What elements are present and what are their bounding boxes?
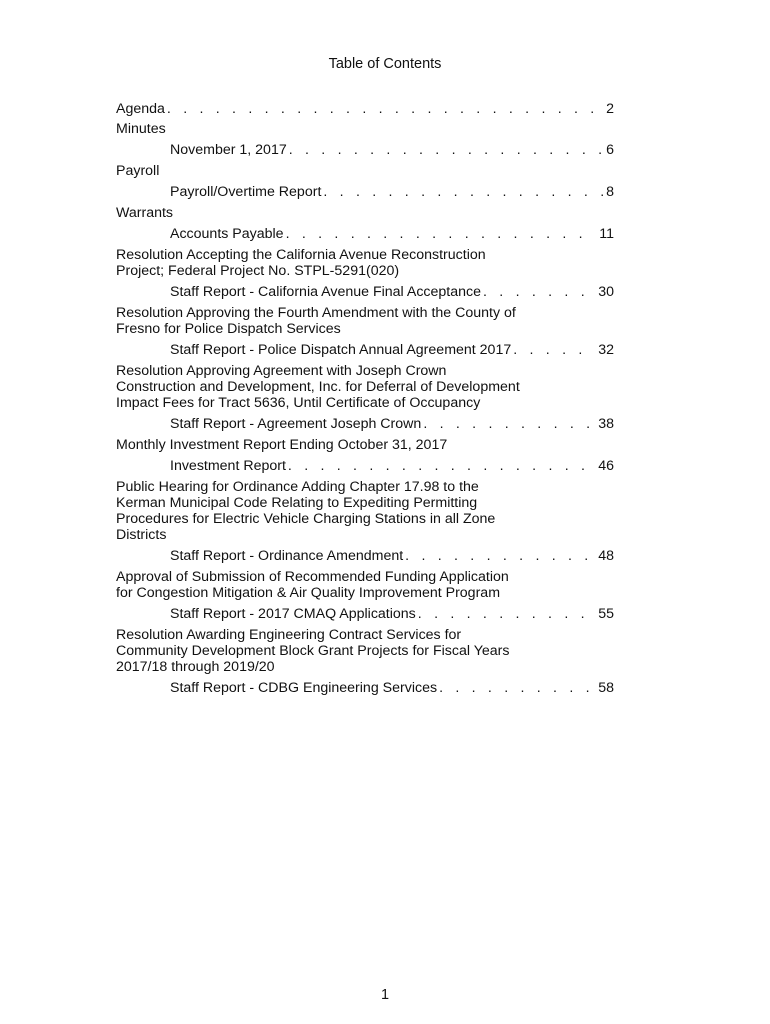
toc-entry-agenda[interactable] — [116, 101, 614, 117]
toc-section-heading-ordinance: Public Hearing for Ordinance Adding Chapter 17.98 to the Kerman Municipal Code Relating to Expediting Permitting Procedures for Electric Vehicle Charging Stations in all Zone Districts — [116, 479, 496, 543]
toc-entry-cmaq[interactable] — [116, 606, 614, 622]
toc-section-heading-warrants: Warrants — [116, 205, 174, 221]
toc-entry-label: Agenda — [116, 101, 165, 117]
toc-entry-label: Staff Report - CDBG Engineering Services — [170, 680, 438, 696]
toc-page-number: 2 — [606, 101, 614, 117]
toc-page-number: 6 — [606, 142, 614, 158]
dot-leader — [418, 606, 595, 622]
toc-entry-label: Payroll/Overtime Report — [170, 184, 322, 200]
toc-page-number: 8 — [606, 184, 614, 200]
dot-leader — [423, 416, 595, 432]
toc-entry-label: November 1, 2017 — [170, 142, 287, 158]
dot-leader — [405, 548, 595, 564]
dot-leader — [286, 226, 597, 242]
toc-section-heading-cdbg: Resolution Awarding Engineering Contract Services for Community Development Block Grant Projects for Fiscal Years 2017/18 through 2019/20 — [116, 627, 510, 675]
toc-section-heading-payroll: Payroll — [116, 163, 160, 179]
toc-entry-ordinance[interactable] — [116, 548, 614, 564]
dot-leader — [289, 142, 603, 158]
toc-section-heading-cmaq: Approval of Submission of Recommended Funding Application for Congestion Mitigation & Air Quality Improvement Program — [116, 569, 509, 601]
toc-entry-police-dispatch[interactable] — [116, 342, 614, 358]
toc-section-heading-investment: Monthly Investment Report Ending October 31, 2017 — [116, 437, 448, 453]
page-number-footer: 1 — [380, 987, 390, 1003]
toc-entry-minutes[interactable] — [116, 142, 614, 158]
dot-leader — [483, 284, 595, 300]
toc-page-number: 48 — [598, 548, 614, 564]
dot-leader — [323, 184, 603, 200]
toc-entry-california-avenue[interactable] — [116, 284, 614, 300]
toc-page-number: 46 — [598, 458, 614, 474]
toc-entry-label: Staff Report - Agreement Joseph Crown — [170, 416, 422, 432]
dot-leader — [288, 458, 595, 474]
toc-entry-label: Staff Report - California Avenue Final Acceptance — [170, 284, 481, 300]
toc-entry-label: Staff Report - 2017 CMAQ Applications — [170, 606, 416, 622]
table-of-contents — [116, 97, 614, 701]
toc-entry-label: Staff Report - Police Dispatch Annual Agreement 2017 — [170, 342, 512, 358]
dot-leader — [167, 101, 603, 117]
toc-entry-label: Investment Report — [170, 458, 286, 474]
toc-page-number: 58 — [598, 680, 614, 696]
toc-page-number: 11 — [599, 226, 614, 242]
toc-entry-payroll[interactable] — [116, 184, 614, 200]
toc-entry-label: Staff Report - Ordinance Amendment — [170, 548, 404, 564]
toc-entry-warrants[interactable] — [116, 226, 614, 242]
toc-section-heading-joseph-crown: Resolution Approving Agreement with Joseph Crown Construction and Development, Inc. for Deferral of Development Impact Fees for Tract 5636, Until Certificate of Occupancy — [116, 363, 520, 411]
toc-entry-joseph-crown[interactable] — [116, 416, 614, 432]
toc-section-heading-police-dispatch: Resolution Approving the Fourth Amendment with the County of Fresno for Police Dispatch Services — [116, 305, 516, 337]
toc-page-number: 32 — [598, 342, 614, 358]
page-title: Table of Contents — [328, 56, 442, 72]
toc-page-number: 30 — [598, 284, 614, 300]
toc-entry-label: Accounts Payable — [170, 226, 284, 242]
toc-section-heading-california-avenue: Resolution Accepting the California Avenue Reconstruction Project; Federal Project No. STPL-5291(020) — [116, 247, 486, 279]
dot-leader — [513, 342, 595, 358]
dot-leader — [439, 680, 595, 696]
toc-page-number: 38 — [598, 416, 614, 432]
toc-section-heading-minutes: Minutes — [116, 121, 166, 137]
toc-entry-investment[interactable] — [116, 458, 614, 474]
toc-page-number: 55 — [598, 606, 614, 622]
toc-entry-cdbg[interactable] — [116, 680, 614, 696]
